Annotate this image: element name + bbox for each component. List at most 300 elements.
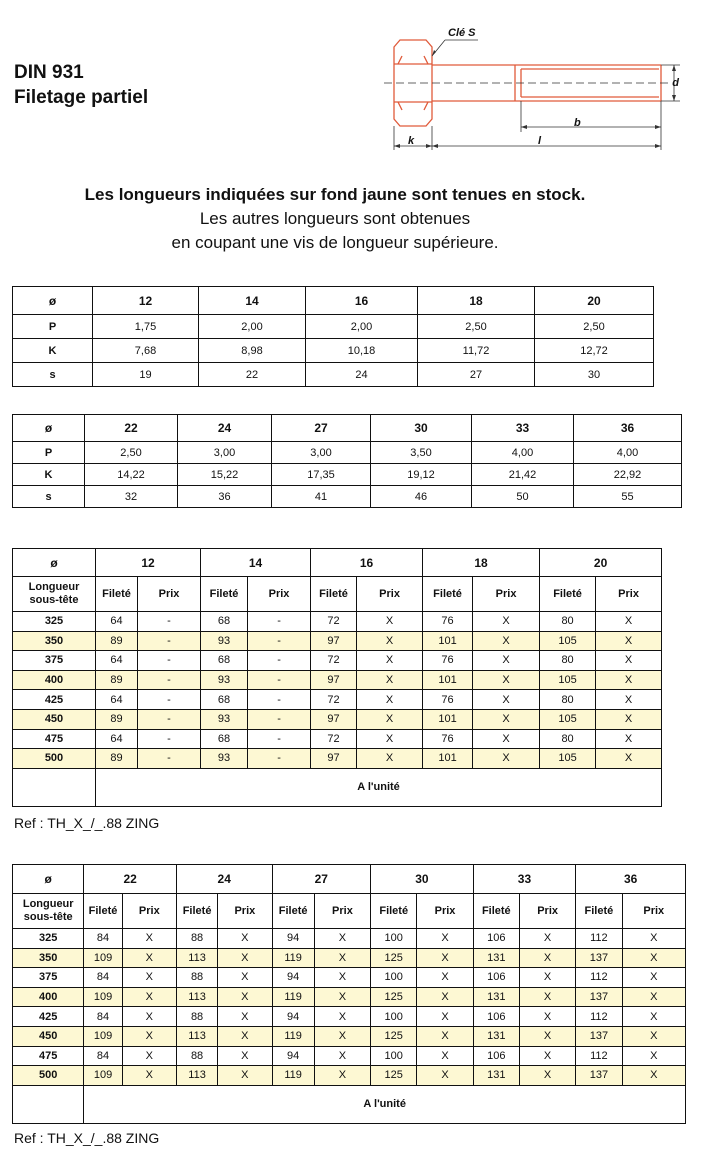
spec-cell: 4,00 — [472, 442, 574, 464]
threaded-cell: 113 — [176, 1066, 217, 1086]
price-header: Prix — [417, 894, 473, 929]
price-cell: X — [417, 948, 473, 968]
price-cell: X — [473, 709, 540, 729]
spec-cell: 3,00 — [272, 442, 371, 464]
threaded-cell: 64 — [96, 651, 138, 671]
diameter-col: 27 — [272, 865, 371, 894]
threaded-cell: 137 — [576, 1066, 622, 1086]
price-cell: - — [248, 651, 311, 671]
threaded-cell: 119 — [272, 1026, 314, 1046]
threaded-cell: 131 — [473, 948, 519, 968]
price-cell: X — [218, 1066, 272, 1086]
spec-cell: 10,18 — [306, 339, 418, 363]
diameter-col: 16 — [306, 287, 418, 315]
threaded-cell: 84 — [84, 929, 122, 949]
footer-spacer — [13, 768, 96, 806]
threaded-cell: 100 — [371, 1007, 417, 1027]
price-cell: X — [417, 987, 473, 1007]
diameter-col: 20 — [540, 549, 662, 577]
price-cell: X — [218, 1026, 272, 1046]
price-cell: - — [138, 612, 201, 632]
threaded-cell: 125 — [371, 948, 417, 968]
threaded-cell: 105 — [540, 749, 596, 769]
threaded-cell: 94 — [272, 1007, 314, 1027]
l-label: l — [538, 135, 542, 147]
spec-cell: 15,22 — [178, 464, 272, 486]
length-cell: 325 — [13, 929, 84, 949]
threaded-cell: 80 — [540, 612, 596, 632]
threaded-cell: 131 — [473, 1066, 519, 1086]
diameter-col: 30 — [371, 415, 472, 442]
price-cell: X — [357, 631, 423, 651]
threaded-cell: 106 — [473, 929, 519, 949]
length-cell: 325 — [13, 612, 96, 632]
spec-cell: 3,00 — [178, 442, 272, 464]
price-cell: X — [357, 749, 423, 769]
threaded-cell: 72 — [311, 690, 357, 710]
spec-cell: 2,50 — [85, 442, 178, 464]
table-row — [13, 729, 662, 749]
price-cell: X — [357, 690, 423, 710]
spec-cell: 3,50 — [371, 442, 472, 464]
threaded-cell: 64 — [96, 690, 138, 710]
length-cell: 500 — [13, 749, 96, 769]
diameter-col: 33 — [473, 865, 576, 894]
price-cell: X — [622, 1046, 685, 1066]
threaded-cell: 80 — [540, 690, 596, 710]
threaded-cell: 100 — [371, 968, 417, 988]
k-label: k — [408, 135, 415, 147]
spec-cell: 19,12 — [371, 464, 472, 486]
price-cell: X — [357, 729, 423, 749]
price-cell: - — [138, 690, 201, 710]
threaded-cell: 109 — [84, 987, 122, 1007]
price-cell: X — [596, 631, 662, 651]
footer-row — [13, 768, 662, 806]
length-cell: 400 — [13, 670, 96, 690]
price-header: Prix — [596, 577, 662, 612]
threaded-cell: 125 — [371, 1026, 417, 1046]
price-header: Prix — [622, 894, 685, 929]
price-header: Prix — [248, 577, 311, 612]
spec-cell: 8,98 — [199, 339, 306, 363]
price-cell: - — [138, 709, 201, 729]
intro-line-1: Les longueurs indiquées sur fond jaune sont tenues en stock. — [84, 185, 586, 204]
price-cell: X — [218, 968, 272, 988]
spec-cell: 46 — [371, 486, 472, 508]
threaded-cell: 105 — [540, 670, 596, 690]
price-cell: - — [248, 690, 311, 710]
threaded-cell: 125 — [371, 987, 417, 1007]
threaded-cell: 119 — [272, 1066, 314, 1086]
spec-table-12-20 — [12, 286, 654, 387]
table-row — [13, 1007, 686, 1027]
threaded-cell: 76 — [423, 690, 473, 710]
d-label: d — [672, 77, 679, 89]
standard-label: DIN 931 — [14, 62, 84, 83]
price-cell: X — [622, 987, 685, 1007]
threaded-header: Fileté — [201, 577, 248, 612]
threaded-cell: 131 — [473, 987, 519, 1007]
threaded-cell: 119 — [272, 948, 314, 968]
threaded-cell: 112 — [576, 968, 622, 988]
threaded-cell: 94 — [272, 968, 314, 988]
spec-cell: 12,72 — [535, 339, 654, 363]
diameter-col: 27 — [272, 415, 371, 442]
reference-text: Ref : TH_X_/_.88 ZING — [14, 815, 160, 831]
threaded-cell: 137 — [576, 1026, 622, 1046]
price-cell: X — [218, 948, 272, 968]
table-row — [13, 987, 686, 1007]
threaded-cell: 106 — [473, 1007, 519, 1027]
price-cell: X — [417, 1066, 473, 1086]
price-cell: X — [622, 948, 685, 968]
threaded-cell: 68 — [201, 612, 248, 632]
diameter-col: 33 — [472, 415, 574, 442]
diameter-header: ø — [13, 287, 93, 315]
price-cell: X — [357, 709, 423, 729]
unit-price-note: A l'unité — [84, 1085, 686, 1123]
threaded-cell: 106 — [473, 1046, 519, 1066]
price-table-12-20 — [12, 548, 662, 807]
threaded-cell: 100 — [371, 929, 417, 949]
length-cell: 350 — [13, 631, 96, 651]
key-label: Clé S — [448, 27, 476, 39]
price-cell: X — [417, 1007, 473, 1027]
price-cell: X — [519, 1066, 575, 1086]
threaded-cell: 119 — [272, 987, 314, 1007]
table-row — [13, 670, 662, 690]
spec-cell: 2,50 — [418, 315, 535, 339]
price-cell: X — [314, 968, 370, 988]
threaded-header: Fileté — [371, 894, 417, 929]
spec-cell: 55 — [574, 486, 682, 508]
price-cell: X — [314, 1007, 370, 1027]
length-cell: 375 — [13, 968, 84, 988]
table-row — [13, 1066, 686, 1086]
price-cell: X — [417, 968, 473, 988]
price-cell: X — [357, 612, 423, 632]
threaded-header: Fileté — [272, 894, 314, 929]
threaded-cell: 109 — [84, 948, 122, 968]
diameter-col: 14 — [201, 549, 311, 577]
threaded-header: Fileté — [576, 894, 622, 929]
threaded-cell: 97 — [311, 631, 357, 651]
price-cell: X — [314, 948, 370, 968]
price-cell: X — [622, 1026, 685, 1046]
price-header: Prix — [314, 894, 370, 929]
threaded-cell: 93 — [201, 749, 248, 769]
price-cell: X — [357, 651, 423, 671]
length-cell: 400 — [13, 987, 84, 1007]
price-cell: X — [473, 631, 540, 651]
price-cell: X — [622, 1066, 685, 1086]
length-cell: 350 — [13, 948, 84, 968]
row-label: s — [13, 486, 85, 508]
threaded-cell: 80 — [540, 729, 596, 749]
spec-cell: 32 — [85, 486, 178, 508]
page-title — [14, 60, 148, 110]
price-cell: - — [138, 670, 201, 690]
length-cell: 450 — [13, 1026, 84, 1046]
price-cell: - — [138, 729, 201, 749]
threaded-cell: 68 — [201, 729, 248, 749]
intro-line-2: Les autres longueurs sont obtenues — [199, 209, 471, 228]
bolt-diagram — [378, 22, 678, 152]
threaded-cell: 94 — [272, 929, 314, 949]
spec-cell: 2,50 — [535, 315, 654, 339]
diameter-header: ø — [13, 865, 84, 894]
threaded-cell: 68 — [201, 651, 248, 671]
threaded-cell: 97 — [311, 709, 357, 729]
table-row — [13, 929, 686, 949]
price-cell: X — [519, 1007, 575, 1027]
price-cell: X — [218, 1007, 272, 1027]
threaded-cell: 106 — [473, 968, 519, 988]
price-cell: X — [122, 1066, 176, 1086]
threaded-cell: 88 — [176, 1007, 217, 1027]
price-cell: X — [417, 1046, 473, 1066]
price-cell: X — [596, 670, 662, 690]
price-cell: X — [622, 968, 685, 988]
threaded-cell: 84 — [84, 1007, 122, 1027]
unit-price-note: A l'unité — [96, 768, 662, 806]
threaded-cell: 97 — [311, 749, 357, 769]
price-header: Prix — [357, 577, 423, 612]
price-cell: X — [314, 987, 370, 1007]
length-cell: 425 — [13, 690, 96, 710]
diameter-col: 24 — [178, 415, 272, 442]
spec-cell: 2,00 — [199, 315, 306, 339]
threaded-cell: 97 — [311, 670, 357, 690]
diameter-col: 18 — [418, 287, 535, 315]
spec-cell: 24 — [306, 363, 418, 387]
threaded-cell: 112 — [576, 929, 622, 949]
threaded-header: Fileté — [540, 577, 596, 612]
threaded-header: Fileté — [96, 577, 138, 612]
spec-cell: 36 — [178, 486, 272, 508]
threaded-cell: 88 — [176, 1046, 217, 1066]
threaded-cell: 94 — [272, 1046, 314, 1066]
threaded-cell: 76 — [423, 612, 473, 632]
price-cell: X — [417, 1026, 473, 1046]
spec-cell: 17,35 — [272, 464, 371, 486]
price-header: Prix — [473, 577, 540, 612]
price-cell: X — [519, 987, 575, 1007]
price-header: Prix — [519, 894, 575, 929]
spec-cell: 2,00 — [306, 315, 418, 339]
price-cell: - — [248, 631, 311, 651]
spec-cell: 22,92 — [574, 464, 682, 486]
row-label: P — [13, 315, 93, 339]
intro-line-3: en coupant une vis de longueur supérieure. — [171, 233, 499, 252]
threaded-cell: 113 — [176, 948, 217, 968]
threaded-cell: 109 — [84, 1026, 122, 1046]
threaded-cell: 84 — [84, 968, 122, 988]
diameter-header: ø — [13, 549, 96, 577]
threaded-cell: 80 — [540, 651, 596, 671]
threaded-header: Fileté — [473, 894, 519, 929]
spec-cell: 27 — [418, 363, 535, 387]
price-cell: X — [218, 929, 272, 949]
price-cell: - — [248, 709, 311, 729]
price-cell: X — [473, 651, 540, 671]
threaded-cell: 89 — [96, 749, 138, 769]
diameter-col: 14 — [199, 287, 306, 315]
price-cell: X — [596, 729, 662, 749]
table-row — [13, 1046, 686, 1066]
threaded-header: Fileté — [176, 894, 217, 929]
price-cell: - — [248, 749, 311, 769]
diameter-col: 16 — [311, 549, 423, 577]
threaded-cell: 125 — [371, 1066, 417, 1086]
threaded-cell: 113 — [176, 987, 217, 1007]
threaded-cell: 113 — [176, 1026, 217, 1046]
threaded-header: Fileté — [84, 894, 122, 929]
table-row — [13, 749, 662, 769]
diameter-col: 20 — [535, 287, 654, 315]
table-row — [13, 690, 662, 710]
threaded-cell: 93 — [201, 631, 248, 651]
threaded-cell: 64 — [96, 612, 138, 632]
price-cell: X — [519, 1046, 575, 1066]
price-cell: X — [314, 929, 370, 949]
price-cell: X — [218, 987, 272, 1007]
price-cell: X — [519, 1026, 575, 1046]
table-row — [13, 612, 662, 632]
price-cell: X — [314, 1046, 370, 1066]
threaded-cell: 100 — [371, 1046, 417, 1066]
table-row — [13, 651, 662, 671]
threaded-cell: 101 — [423, 631, 473, 651]
price-cell: - — [138, 749, 201, 769]
price-cell: X — [596, 749, 662, 769]
price-cell: X — [122, 1026, 176, 1046]
threaded-cell: 105 — [540, 709, 596, 729]
intro-text — [0, 183, 670, 255]
length-header: Longueur sous-tête — [13, 577, 96, 612]
diameter-col: 12 — [96, 549, 201, 577]
table-row — [13, 709, 662, 729]
price-cell: X — [519, 948, 575, 968]
price-cell: X — [596, 612, 662, 632]
price-table-22-36 — [12, 864, 686, 1124]
spec-cell: 30 — [535, 363, 654, 387]
price-cell: - — [248, 670, 311, 690]
threaded-cell: 72 — [311, 651, 357, 671]
footer-spacer — [13, 1085, 84, 1123]
length-header: Longueur sous-tête — [13, 894, 84, 929]
row-label: s — [13, 363, 93, 387]
threaded-cell: 89 — [96, 709, 138, 729]
threaded-cell: 93 — [201, 709, 248, 729]
price-cell: X — [596, 709, 662, 729]
price-cell: X — [622, 929, 685, 949]
threaded-header: Fileté — [423, 577, 473, 612]
length-cell: 450 — [13, 709, 96, 729]
diameter-header: ø — [13, 415, 85, 442]
price-cell: X — [122, 948, 176, 968]
diameter-col: 22 — [85, 415, 178, 442]
price-cell: X — [122, 968, 176, 988]
price-cell: X — [122, 987, 176, 1007]
row-label: K — [13, 464, 85, 486]
threaded-cell: 131 — [473, 1026, 519, 1046]
threaded-cell: 109 — [84, 1066, 122, 1086]
subtitle-label: Filetage partiel — [14, 87, 149, 108]
threaded-cell: 101 — [423, 670, 473, 690]
threaded-cell: 112 — [576, 1046, 622, 1066]
row-label: P — [13, 442, 85, 464]
threaded-cell: 101 — [423, 709, 473, 729]
price-cell: X — [622, 1007, 685, 1027]
price-header: Prix — [218, 894, 272, 929]
length-cell: 475 — [13, 1046, 84, 1066]
spec-cell: 14,22 — [85, 464, 178, 486]
length-cell: 425 — [13, 1007, 84, 1027]
spec-cell: 7,68 — [93, 339, 199, 363]
threaded-cell: 89 — [96, 631, 138, 651]
price-header: Prix — [122, 894, 176, 929]
table-row — [13, 1026, 686, 1046]
price-cell: X — [473, 670, 540, 690]
threaded-cell: 137 — [576, 948, 622, 968]
price-cell: X — [473, 749, 540, 769]
reference-text: Ref : TH_X_/_.88 ZING — [14, 1130, 160, 1146]
length-cell: 500 — [13, 1066, 84, 1086]
price-cell: X — [473, 690, 540, 710]
table-row — [13, 631, 662, 651]
price-cell: X — [596, 651, 662, 671]
threaded-cell: 101 — [423, 749, 473, 769]
threaded-cell: 84 — [84, 1046, 122, 1066]
price-cell: X — [218, 1046, 272, 1066]
price-cell: X — [519, 929, 575, 949]
spec-cell: 22 — [199, 363, 306, 387]
threaded-header: Fileté — [311, 577, 357, 612]
threaded-cell: 72 — [311, 729, 357, 749]
length-cell: 375 — [13, 651, 96, 671]
spec-cell: 19 — [93, 363, 199, 387]
price-cell: - — [248, 612, 311, 632]
threaded-cell: 105 — [540, 631, 596, 651]
threaded-cell: 88 — [176, 968, 217, 988]
threaded-cell: 89 — [96, 670, 138, 690]
price-cell: - — [138, 651, 201, 671]
threaded-cell: 112 — [576, 1007, 622, 1027]
spec-table-22-36 — [12, 414, 682, 508]
threaded-cell: 76 — [423, 651, 473, 671]
price-cell: - — [248, 729, 311, 749]
price-cell: X — [314, 1066, 370, 1086]
table-row — [13, 948, 686, 968]
price-cell: X — [417, 929, 473, 949]
threaded-cell: 93 — [201, 670, 248, 690]
price-cell: X — [473, 729, 540, 749]
diameter-col: 36 — [574, 415, 682, 442]
price-cell: X — [596, 690, 662, 710]
price-cell: X — [122, 1007, 176, 1027]
price-header: Prix — [138, 577, 201, 612]
spec-cell: 4,00 — [574, 442, 682, 464]
threaded-cell: 64 — [96, 729, 138, 749]
price-cell: - — [138, 631, 201, 651]
spec-cell: 11,72 — [418, 339, 535, 363]
length-cell: 475 — [13, 729, 96, 749]
diameter-col: 18 — [423, 549, 540, 577]
diameter-col: 22 — [84, 865, 177, 894]
diameter-col: 12 — [93, 287, 199, 315]
